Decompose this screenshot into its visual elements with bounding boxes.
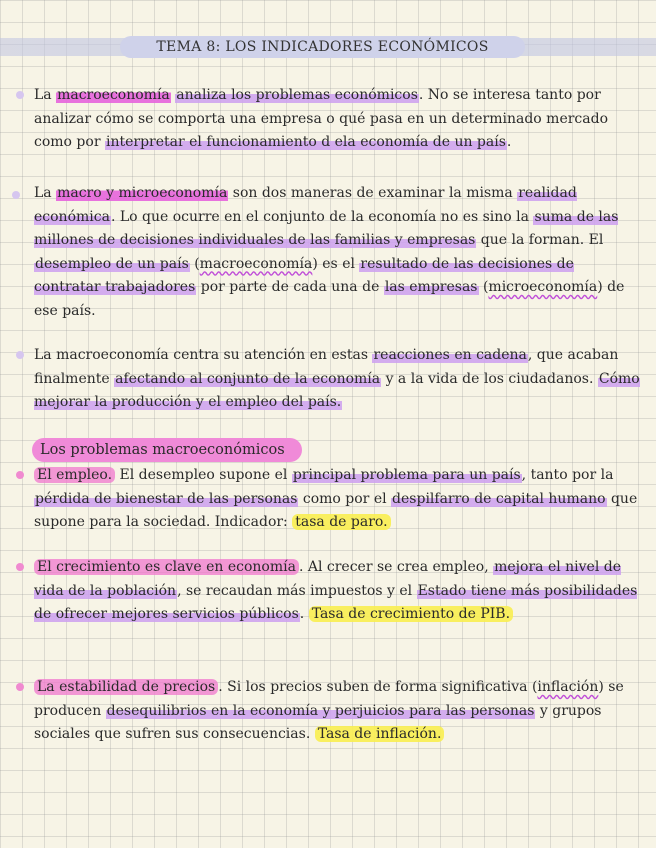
highlight: pérdida de bienestar de las personas (35, 490, 298, 507)
paragraph-macro-micro (34, 182, 644, 323)
highlight: El crecimiento es clave en economía (34, 559, 299, 575)
text: , tanto por la (521, 467, 614, 483)
highlight: principal problema para un país (292, 467, 521, 483)
text: . Si los precios suben de forma significativa ( (218, 679, 538, 695)
text: que supone para la sociedad. Indicador: (34, 490, 638, 530)
highlight: macroeconomía (57, 87, 170, 103)
text: La macroeconomía centra su atención en estas (34, 347, 373, 363)
text: . (299, 606, 309, 622)
highlight: Estado tiene más posibilidades de ofrecer mejores servicios públicos (34, 582, 638, 622)
highlight: tasa de paro. (292, 514, 390, 530)
paragraph-crecimiento (34, 556, 644, 627)
bullet-dot (16, 683, 24, 691)
bullet-dot (16, 351, 24, 359)
text: . Lo que ocurre en el conjunto de la economía no es sino la (110, 208, 534, 225)
text: ( (478, 279, 489, 295)
paragraph-estabilidad (34, 676, 644, 747)
bullet-dot (16, 91, 24, 99)
highlight: reacciones en cadena (373, 347, 527, 363)
highlight: suma de las millones de decisiones individuales de las familias y empresas (34, 208, 619, 248)
paragraph-empleo (34, 464, 644, 535)
highlight: resultado de las decisiones de contratar trabajadores (34, 255, 574, 295)
text: como por el (298, 490, 392, 507)
highlight: desequilibrios en la economía y perjuicios para las personas (106, 702, 535, 719)
text: ) es el (312, 255, 360, 272)
text: son dos maneras de examinar la misma (228, 185, 518, 201)
bullet-dot (16, 471, 24, 479)
text: y grupos sociales que sufren sus consecuencias. (34, 702, 602, 742)
highlight: Tasa de crecimiento de PIB. (309, 606, 513, 622)
wavy-underline: microeconomía (488, 279, 598, 295)
highlight: realidad económica (34, 185, 577, 225)
text: ) se producen (34, 679, 624, 719)
wavy-underline: inflación (537, 679, 599, 695)
highlight: interpretar el funcionamiento d ela economía de un país (105, 134, 506, 150)
text: y a la vida de los ciudadanos. (381, 370, 598, 387)
bullet-dot (16, 563, 24, 571)
highlight: analiza los problemas económicos (176, 87, 418, 103)
highlight: La estabilidad de precios (34, 679, 218, 695)
highlight: las empresas (384, 279, 478, 295)
text: La (34, 87, 57, 103)
text: La (34, 185, 57, 201)
paragraph-macroeconomia (34, 84, 644, 155)
text: , se recaudan más impuestos y el (177, 582, 417, 599)
text: . No se interesa tanto por analizar cómo se comporta una empresa o qué pasa en un determinado mercado como por (34, 87, 608, 150)
highlight: mejora el nivel de vida de la población (34, 559, 622, 599)
highlight: Tasa de inflación. (315, 726, 445, 742)
text: , que acaban finalmente (34, 347, 619, 387)
text: ) de ese país. (34, 279, 625, 319)
highlight: El empleo. (34, 467, 115, 483)
wavy-underline: macroeconomía (199, 255, 313, 272)
highlight: Cómo mejorar la producción y el empleo del país. (34, 370, 640, 410)
text: ( (189, 255, 200, 272)
highlight: macro y microeconomía (57, 185, 228, 201)
highlight: afectando al conjunto de la economía (115, 370, 381, 387)
page-title: TEMA 8: LOS INDICADORES ECONÓMICOS (120, 36, 525, 58)
highlight: despilfarro de capital humano (392, 490, 606, 507)
bullet-dot (12, 191, 20, 199)
highlight: desempleo de un país (35, 255, 189, 272)
text: . (506, 134, 512, 150)
text: El desempleo supone el (115, 467, 292, 483)
text: . Al crecer se crea empleo, (298, 559, 494, 575)
text: por parte de cada una de (196, 279, 384, 295)
section-heading: Los problemas macroeconómicos (32, 438, 302, 462)
text: que la forman. El (476, 232, 604, 248)
paragraph-reacciones (34, 344, 644, 415)
